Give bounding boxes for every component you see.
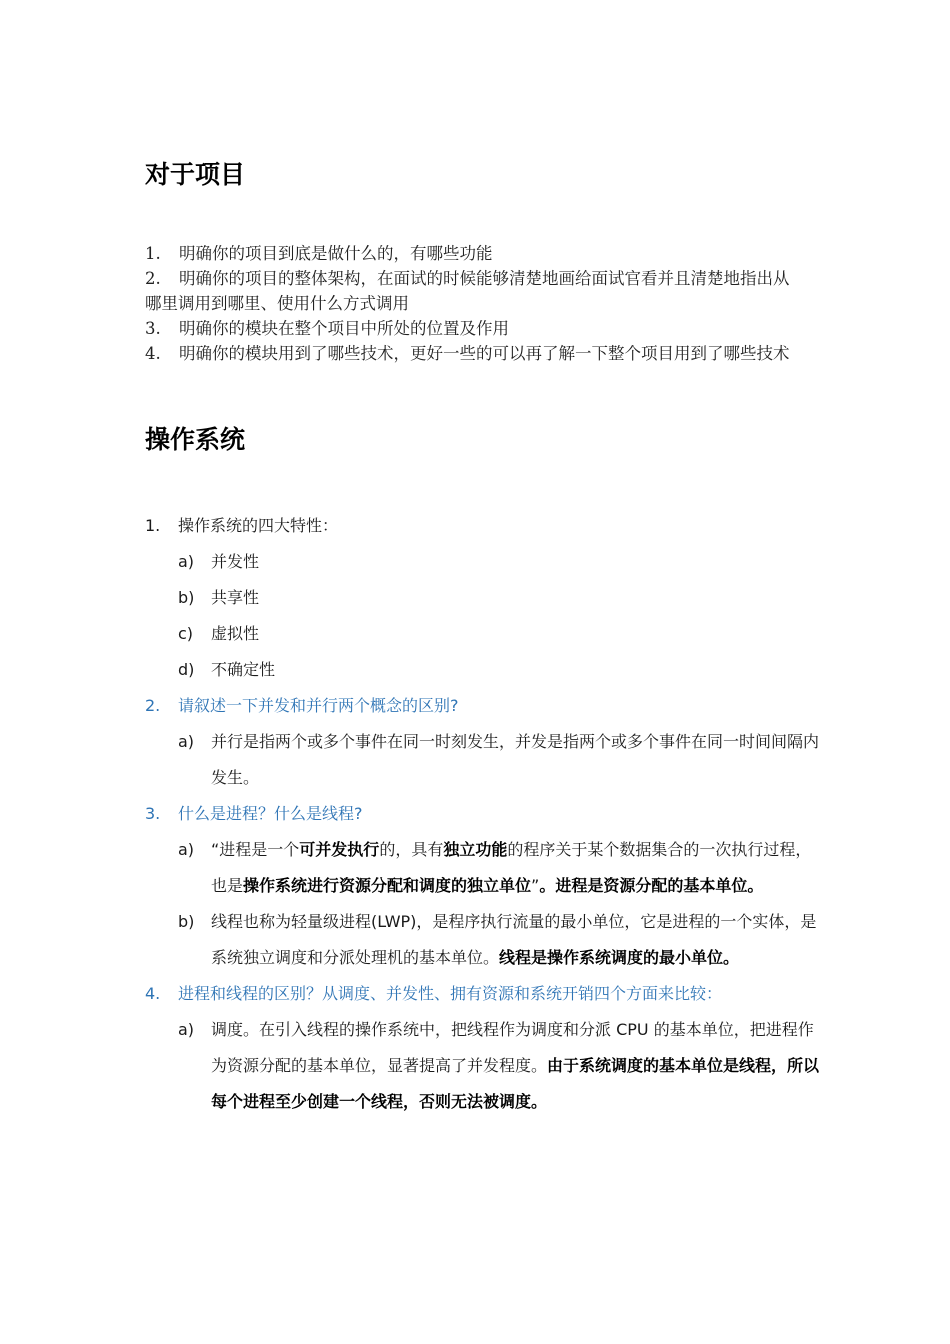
question-1: 1. 操作系统的四大特性： — [145, 516, 339, 535]
question-4: 4. 进程和线程的区别？从调度、并发性、拥有资源和系统开销四个方面来比较： — [145, 984, 723, 1003]
list-item: 2. 明确你的项目的整体架构，在面试的时候能够清楚地画给面试官看并且清楚地指出从哪里调用到哪里、使用什么方式调用 — [145, 269, 790, 313]
list-item: 3. 明确你的模块在整个项目中所处的位置及作用 — [145, 319, 509, 338]
list-item: a) 并发性 — [178, 552, 260, 571]
list-item: b) 共享性 — [178, 588, 260, 607]
list-item: 1. 明确你的项目到底是做什么的，有哪些功能 — [145, 244, 493, 263]
project-list — [145, 241, 805, 366]
os-list — [145, 508, 825, 1120]
answer-2a: a) 并行是指两个或多个事件在同一时刻发生，并发是指两个或多个事件在同一时间间隔内发生。 — [178, 732, 820, 787]
section-title-os: 操作系统 — [145, 425, 246, 454]
question-3: 3. 什么是进程？什么是线程? — [145, 804, 363, 823]
list-item: 4. 明确你的模块用到了哪些技术，更好一些的可以再了解一下整个项目用到了哪些技术 — [145, 344, 790, 363]
list-item: c) 虚拟性 — [178, 624, 260, 643]
list-item: d) 不确定性 — [178, 660, 276, 679]
answer-4a: a) 调度。在引入线程的操作系统中，把线程作为调度和分派 CPU 的基本单位，把进程作为资源分配的基本单位，显著提高了并发程度。由于系统调度的基本单位是线程，所以每个进程至少创建一个线程，否则无法被调度。 — [178, 1020, 820, 1111]
section-title-project: 对于项目 — [145, 160, 246, 189]
answer-3b: b) 线程也称为轻量级进程(LWP)，是程序执行流量的最小单位，它是进程的一个实体，是系统独立调度和分派处理机的基本单位。线程是操作系统调度的最小单位。 — [178, 912, 817, 967]
answer-3a: a) “进程是一个可并发执行的，具有独立功能的程序关于某个数据集合的一次执行过程，也是操作系统进行资源分配和调度的独立单位”。进程是资源分配的基本单位。 — [178, 840, 812, 895]
question-2: 2. 请叙述一下并发和并行两个概念的区别? — [145, 696, 459, 715]
